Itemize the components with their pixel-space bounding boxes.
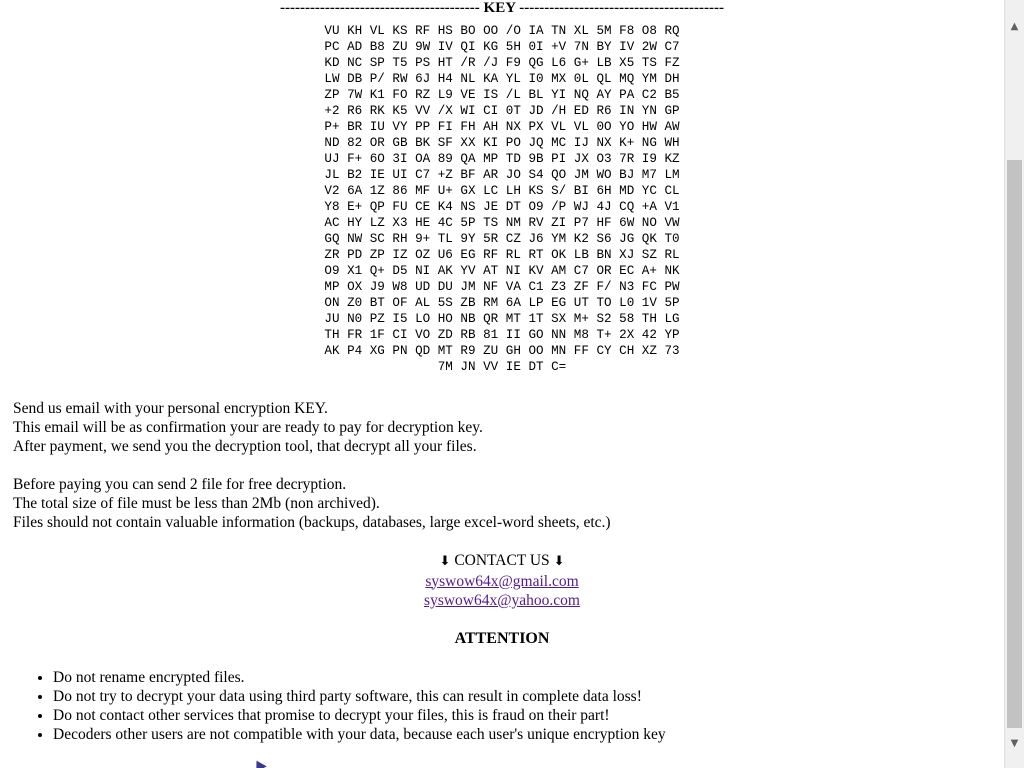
instruction-line: This email will be as confirmation your are ready to pay for decryption key. <box>13 419 483 436</box>
free-decryption-line: The total size of file must be less than 2Mb (non archived). <box>13 495 380 512</box>
vertical-scrollbar[interactable] <box>1004 0 1024 768</box>
contact-heading-text: CONTACT US <box>454 552 550 569</box>
scrollbar-thumb[interactable] <box>1007 160 1022 728</box>
list-item: • Do not try to decrypt your data using third party software, this can result in complete data loss! <box>53 687 1004 706</box>
key-line: ZR PD ZP IZ OZ U6 EG RF RL RT OK LB BN XJ SZ RL <box>324 248 680 262</box>
free-decryption-line: Files should not contain valuable information (backups, databases, large excel-word sheets, etc.) <box>13 514 611 531</box>
attention-list <box>0 668 1004 744</box>
key-line: V2 6A 1Z 86 MF U+ GX LC LH KS S/ BI 6H MD YC CL <box>324 184 680 198</box>
instruction-line: After payment, we send you the decryption tool, that decrypt all your files. <box>13 438 477 455</box>
instructions-block <box>0 399 1004 456</box>
key-line: UJ F+ 6O 3I OA 89 QA MP TD 9B PI JX O3 7R I9 KZ <box>324 152 680 166</box>
key-line: ZP 7W K1 FO RZ L9 VE IS /L BL YI NQ AY PA C2 B5 <box>324 88 680 102</box>
instruction-line: Send us email with your personal encryption KEY. <box>13 400 328 417</box>
key-line: KD NC SP T5 PS HT /R /J F9 QG L6 G+ LB X5 TS FZ <box>324 56 680 70</box>
key-line: JU N0 PZ I5 LO HO NB QR MT 1T SX M+ S2 58 TH LG <box>324 312 680 326</box>
key-line: VU KH VL KS RF HS BO OO /O IA TN XL 5M F8 O8 RQ <box>324 24 680 38</box>
mouse-pointer-icon <box>251 758 266 768</box>
free-decryption-line: Before paying you can send 2 file for free decryption. <box>13 476 347 493</box>
key-line: PC AD B8 ZU 9W IV QI KG 5H 0I +V 7N BY IV 2W C7 <box>324 40 680 54</box>
key-line: 7M JN VV IE DT C= <box>437 360 567 374</box>
key-line: ON Z0 BT OF AL 5S ZB RM 6A LP EG UT TO L0 1V 5P <box>324 296 680 310</box>
key-block <box>0 14 1004 375</box>
contact-email-gmail[interactable]: syswow64x@gmail.com <box>425 572 579 590</box>
contact-email-yahoo[interactable]: syswow64x@yahoo.com <box>424 592 580 609</box>
key-line: JL B2 IE UI C7 +Z BF AR JO S4 QO JM WO BJ M7 LM <box>324 168 680 182</box>
key-line: +2 R6 RK K5 VV /X WI CI 0T JD /H ED R6 IN YN GP <box>324 104 680 118</box>
key-line: LW DB P/ RW 6J H4 NL KA YL I0 MX 0L QL MQ YM DH <box>324 72 680 86</box>
key-line: O9 X1 Q+ D5 NI AK YV AT NI KV AM C7 OR EC A+ NK <box>324 264 680 278</box>
contact-heading <box>0 551 1004 572</box>
key-line: Y8 E+ QP FU CE K4 NS JE DT O9 /P WJ 4J CQ +A V1 <box>324 200 680 214</box>
contact-section <box>0 551 1004 611</box>
attention-heading: ATTENTION <box>454 629 550 647</box>
arrow-down-icon: ⬇ <box>553 554 565 569</box>
list-item: • Do not contact other services that promise to decrypt your files, this is fraud on their part! <box>53 706 1004 725</box>
key-line: MP OX J9 W8 UD DU JM NF VA C1 Z3 ZF F/ N3 FC PW <box>324 280 680 294</box>
key-line: TH FR 1F CI VO ZD RB 81 II GO NN M8 T+ 2X 42 YP <box>324 328 680 342</box>
key-line: GQ NW SC RH 9+ TL 9Y 5R CZ J6 YM K2 S6 JG QK T0 <box>324 232 680 246</box>
list-item: • Decoders other users are not compatible with your data, because each user's unique encryption key <box>53 725 1004 744</box>
key-line: ND 82 OR GB BK SF XX KI PO JQ MC IJ NX K+ NG WH <box>324 136 680 150</box>
key-line: AC HY LZ X3 HE 4C 5P TS NM RV ZI P7 HF 6W NO VW <box>324 216 680 230</box>
key-line: P+ BR IU VY PP FI FH AH NX PX VL VL 0O YO HW AW <box>324 120 680 134</box>
chevron-down-icon[interactable]: ▼ <box>1010 738 1019 749</box>
chevron-up-icon[interactable]: ▲ <box>1010 21 1019 32</box>
arrow-down-icon: ⬇ <box>439 554 451 569</box>
free-decryption-block <box>0 475 1004 532</box>
key-header: ---------------------------------------- KEY ----------------------------------------- <box>279 0 725 16</box>
key-line: AK P4 XG PN QD MT R9 ZU GH OO MN FF CY CH XZ 73 <box>324 344 680 358</box>
list-item: • Do not rename encrypted files. <box>53 668 1004 687</box>
